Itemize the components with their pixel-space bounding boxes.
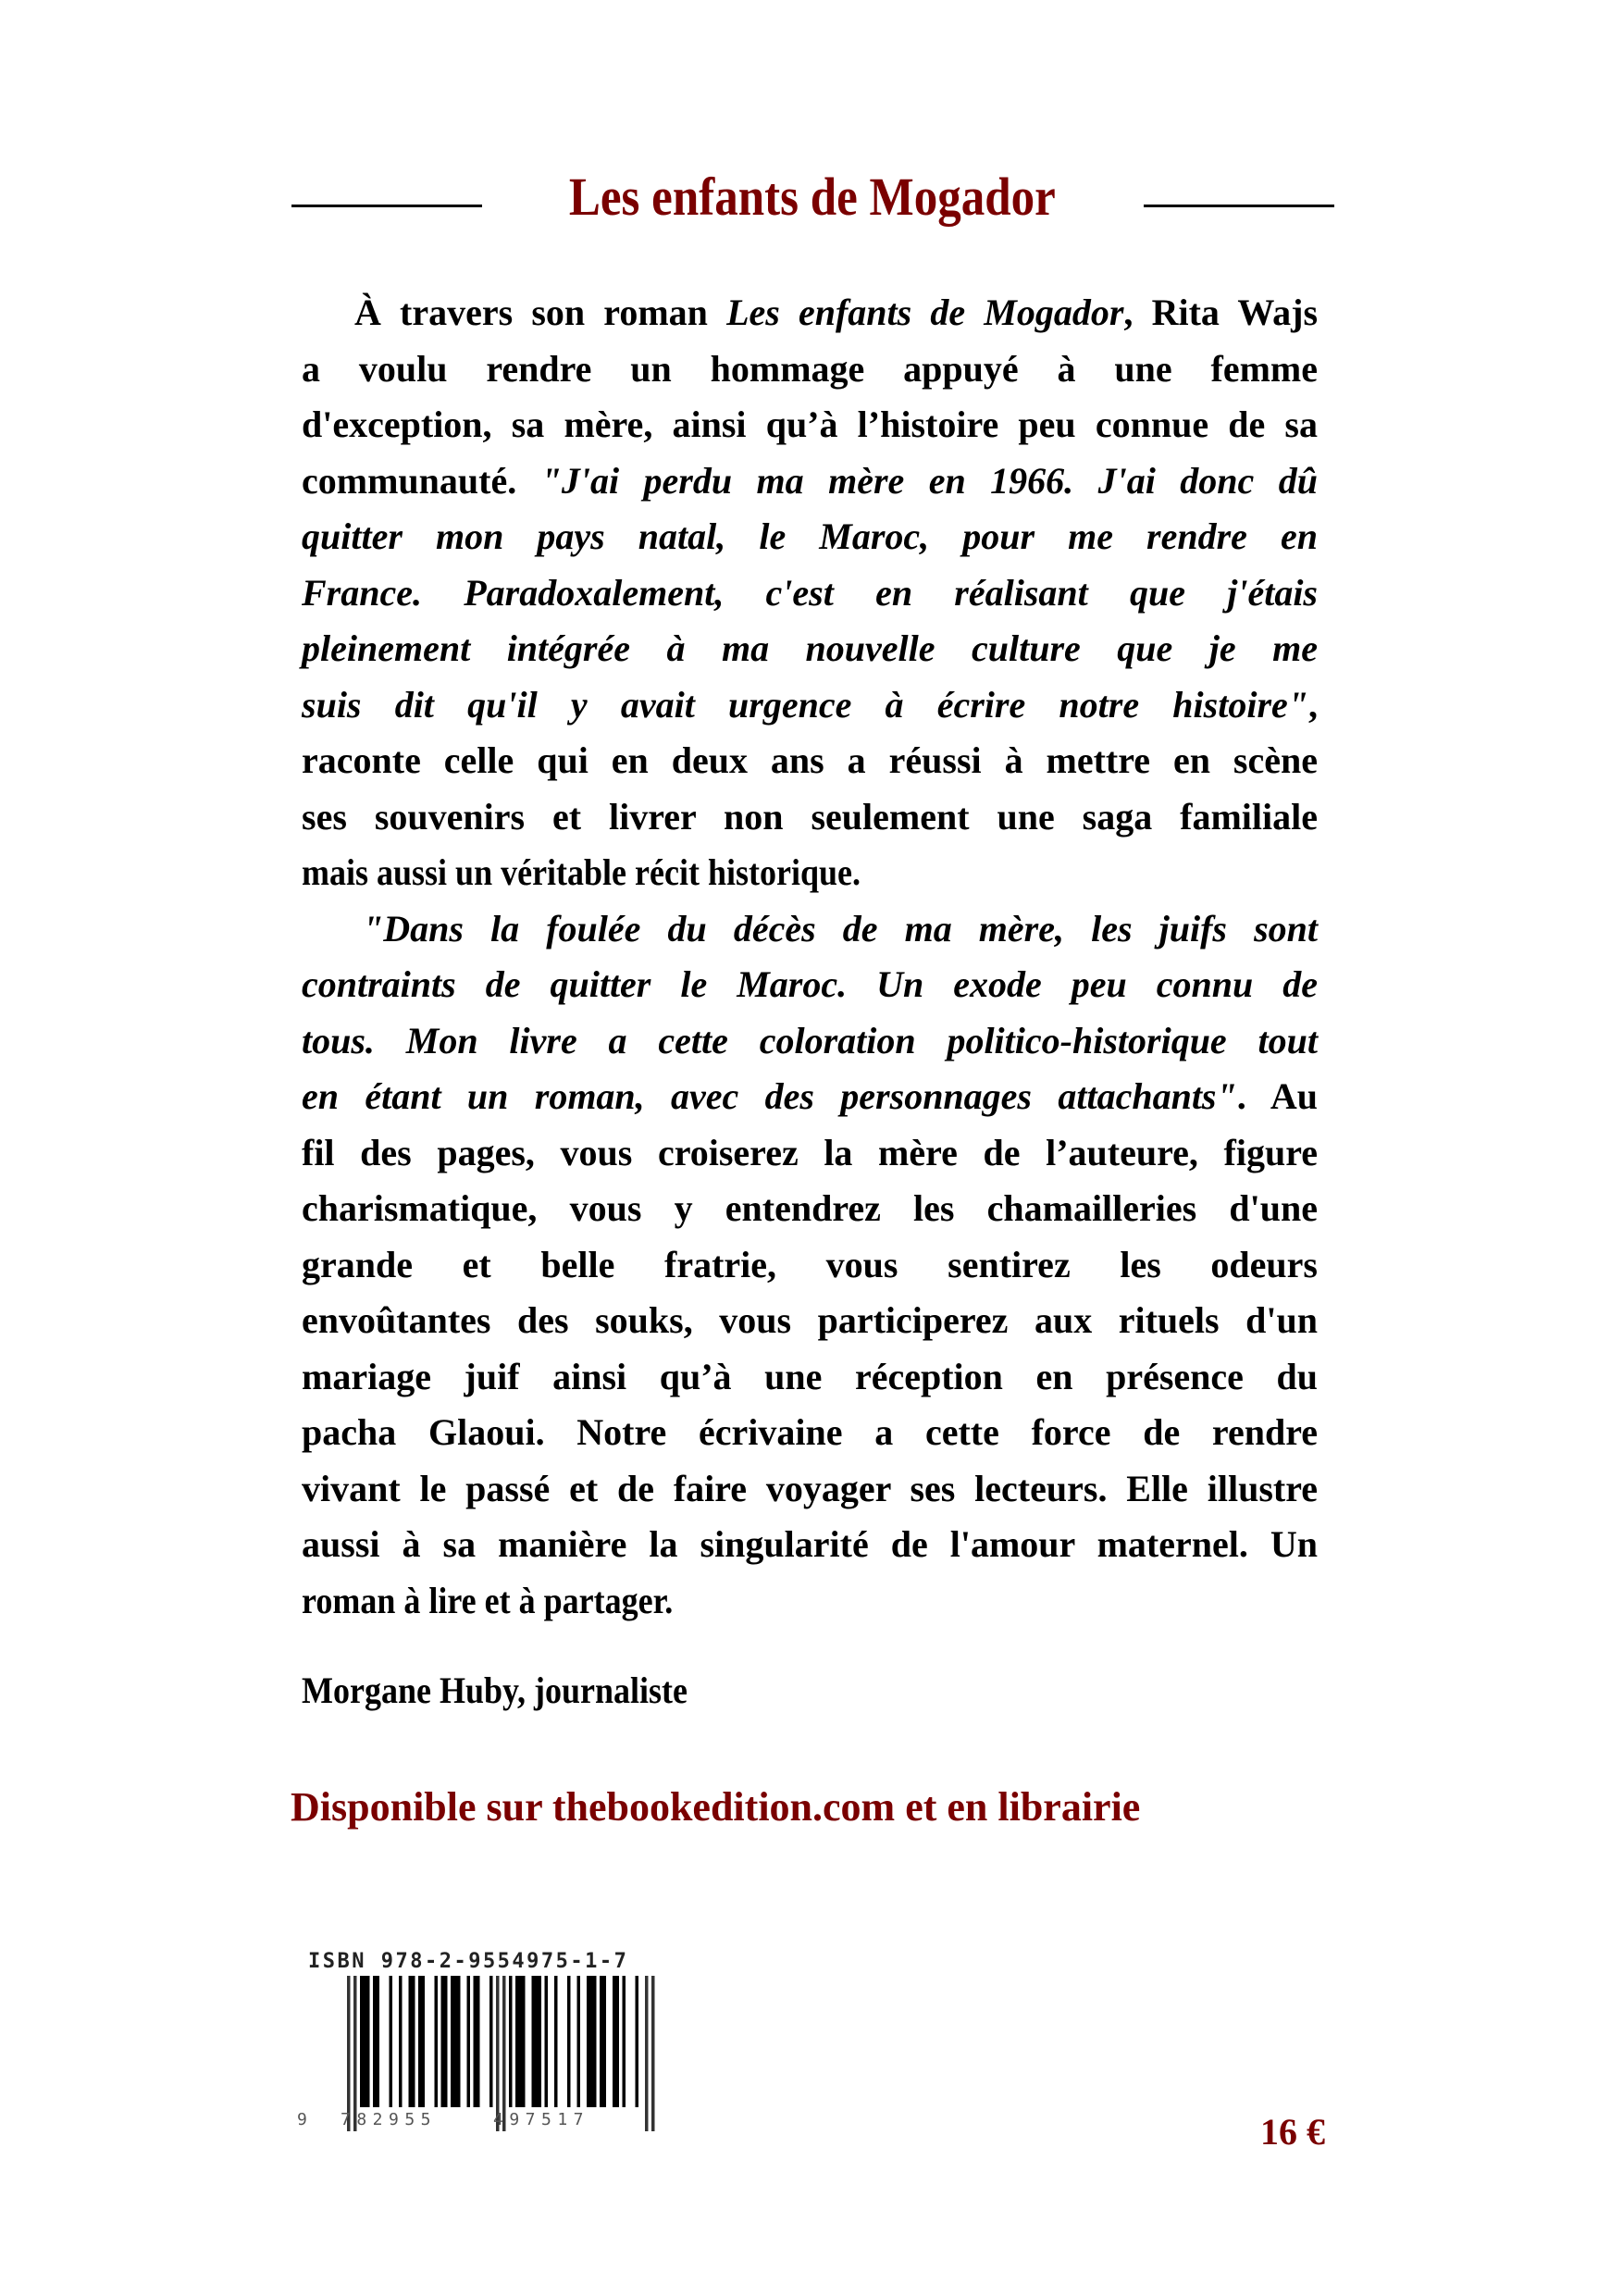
barcode-bar [422, 1976, 426, 2107]
blurb-line [302, 1293, 1318, 1349]
blurb-line [302, 789, 1318, 846]
blurb-line [302, 1125, 1318, 1182]
text-segment: mais aussi un véritable récit historique. [302, 851, 861, 893]
blurb-line-text [302, 397, 1318, 453]
text-segment: roman à lire et à partager. [302, 1579, 674, 1621]
barcode-bar [587, 1976, 590, 2107]
blurb-line [302, 1237, 1318, 1294]
blurb-line [302, 733, 1318, 789]
barcode-bar [623, 1976, 626, 2107]
barcode-bar [373, 1976, 377, 2107]
text-segment: aussi à sa manière la singularité de l'amour maternel. Un [302, 1523, 1318, 1565]
italic-quote-segment: pleinement intégrée à ma nouvelle culture que je me [302, 627, 1318, 669]
barcode-guard-bar [496, 1976, 500, 2131]
barcode-bar [636, 1976, 639, 2107]
blurb-line [302, 677, 1318, 734]
barcode-bar [613, 1976, 616, 2107]
blurb-line [302, 397, 1318, 453]
barcode-bar [600, 1976, 603, 2107]
italic-quote-segment: suis dit qu'il y avait urgence à écrire notre histoire" [302, 683, 1308, 726]
blurb-line [302, 1461, 1318, 1518]
italic-quote-segment: "Dans la foulée du décès de ma mère, les juifs sont [363, 907, 1318, 949]
signature-text: Morgane Huby, journaliste [302, 1669, 688, 1711]
blurb-line [302, 453, 1318, 510]
italic-quote-segment: France. Paradoxalement, c'est en réalisant que j'étais [302, 571, 1318, 614]
blurb-line-text [302, 1405, 1318, 1461]
isbn-barcode [294, 1943, 674, 2142]
ean-digit-first: 9 [297, 2110, 314, 2129]
blurb-line [302, 1573, 1318, 1630]
blurb-line-text [302, 1069, 1318, 1125]
blurb-line [302, 957, 1318, 1013]
barcode-bar [509, 1976, 513, 2107]
barcode-bar [412, 1976, 415, 2107]
barcode-guard-bar [347, 1976, 351, 2131]
barcode-guard-bar [353, 1976, 357, 2131]
text-segment: ses souvenirs et livrer non seulement une saga familiale [302, 795, 1318, 838]
blurb-body [302, 285, 1318, 1629]
barcode-bar [418, 1976, 422, 2107]
blurb-line [302, 1517, 1318, 1573]
barcode-bar [390, 1976, 393, 2107]
barcode-bar [577, 1976, 581, 2107]
blurb-line-text [302, 1125, 1318, 1182]
barcode-bar [364, 1976, 367, 2107]
italic-quote-segment: Les enfants de Mogador [726, 292, 1124, 333]
text-segment: raconte celle qui en deux ans a réussi à mettre en scène [302, 739, 1318, 781]
blurb-line-text [302, 1461, 1318, 1518]
title-rule-right [1144, 205, 1334, 207]
barcode-bar [545, 1976, 549, 2107]
text-segment: fil des pages, vous croiserez la mère de l’auteure, figure [302, 1131, 1318, 1173]
barcode-bar [539, 1976, 542, 2107]
italic-quote-segment: contraints de quitter le Maroc. Un exode peu connu de [302, 963, 1318, 1005]
isbn-label: ISBN 978-2-9554975-1-7 [308, 1950, 629, 1973]
blurb-line-text [302, 509, 1318, 565]
title-row [0, 165, 1623, 239]
availability-text: Disponible sur thebookedition.com et en librairie [291, 1784, 1141, 1830]
barcode-bar [435, 1976, 439, 2107]
blurb-line-text [363, 901, 1318, 958]
blurb-line-text [302, 1293, 1318, 1349]
blurb-line-text [302, 733, 1318, 789]
blurb-line-text [302, 1013, 1318, 1070]
blurb-line-text [302, 1237, 1318, 1294]
barcode-bar [360, 1976, 364, 2107]
barcode-bar [519, 1976, 523, 2107]
text-segment: , [1308, 683, 1318, 726]
barcode-guard-bar [645, 1976, 649, 2131]
text-segment: charismatique, vous y entendrez les chamailleries d'une [302, 1187, 1318, 1229]
barcode-bar [377, 1976, 380, 2107]
book-title-text: Les enfants de Mogador [569, 167, 1056, 227]
barcode-bar [489, 1976, 493, 2107]
text-segment: vivant le passé et de faire voyager ses lecteurs. Elle illustre [302, 1467, 1318, 1509]
barcode-bar [366, 1976, 370, 2107]
barcode-bar [554, 1976, 558, 2107]
blurb-line-text [302, 453, 1318, 510]
barcode-bar [409, 1976, 413, 2107]
barcode-bar [451, 1976, 454, 2107]
blurb-line-text [302, 957, 1318, 1013]
book-title [505, 165, 1120, 230]
signature [302, 1663, 730, 1719]
barcode-bar [457, 1976, 461, 2107]
barcode-bar [474, 1976, 477, 2107]
text-segment: mariage juif ainsi qu’à une réception en présence du [302, 1355, 1318, 1397]
blurb-line [302, 1349, 1318, 1406]
text-segment: grande et belle fratrie, vous sentirez les odeurs [302, 1243, 1318, 1285]
blurb-line [302, 1069, 1318, 1125]
ean-digits-left: 782955 [341, 2110, 438, 2129]
barcode-bar [593, 1976, 597, 2107]
ean-digits-right: 497517 [493, 2110, 590, 2129]
blurb-line-text [302, 341, 1318, 398]
blurb-line [302, 1405, 1318, 1461]
text-segment: d'exception, sa mère, ainsi qu’à l’histoire peu connue de sa [302, 403, 1318, 445]
text-segment: envoûtantes des souks, vous participerez aux rituels d'un [302, 1299, 1318, 1341]
blurb-line [302, 845, 1318, 901]
blurb-line [302, 341, 1318, 398]
barcode-bar [515, 1976, 519, 2107]
barcode-bar [477, 1976, 480, 2107]
text-segment: communauté. [302, 459, 541, 502]
italic-quote-segment: quitter mon pays natal, le Maroc, pour me rendre en [302, 515, 1318, 557]
blurb-line [302, 565, 1318, 622]
barcode-bar [532, 1976, 536, 2107]
blurb-line-text [302, 1181, 1318, 1237]
title-rule-left [291, 205, 482, 207]
barcode-bar [454, 1976, 458, 2107]
blurb-line-text [354, 285, 1318, 341]
barcode-bar [399, 1976, 403, 2107]
barcode-bar [535, 1976, 539, 2107]
blurb-line-text [302, 565, 1318, 622]
text-segment: a voulu rendre un hommage appuyé à une femme [302, 347, 1318, 390]
blurb-line-text [302, 1517, 1318, 1573]
italic-quote-segment: en étant un roman, avec des personnages attachants" [302, 1075, 1237, 1117]
blurb-line-text [302, 1349, 1318, 1406]
blurb-line [302, 1013, 1318, 1070]
price: 16 € [1260, 2111, 1325, 2153]
blurb-line [302, 285, 1318, 341]
barcode-bar [616, 1976, 620, 2107]
text-segment: pacha Glaoui. Notre écrivaine a cette force de rendre [302, 1411, 1318, 1453]
text-segment: À travers son roman [354, 292, 727, 333]
blurb-line-text [302, 1573, 673, 1630]
barcode-bar [444, 1976, 448, 2107]
barcode-bar [603, 1976, 607, 2107]
italic-quote-segment: tous. Mon livre a cette coloration politico-historique tout [302, 1019, 1318, 1061]
blurb-line [302, 901, 1318, 958]
blurb-line-text [302, 845, 861, 901]
availability-line [291, 1781, 1140, 1833]
blurb-line-text [302, 789, 1318, 846]
barcode-bar [590, 1976, 594, 2107]
barcode-guard-bar [502, 1976, 506, 2131]
blurb-line-text [302, 677, 1318, 734]
blurb-line [302, 1181, 1318, 1237]
italic-quote-segment: "J'ai perdu ma mère en 1966. J'ai donc dû [540, 459, 1318, 502]
barcode-bar [441, 1976, 445, 2107]
barcode-guard-bar [651, 1976, 655, 2131]
barcode-bar [567, 1976, 571, 2107]
text-segment: . Au [1236, 1075, 1318, 1117]
barcode-bar [522, 1976, 526, 2107]
blurb-line [302, 621, 1318, 677]
barcode-bar [467, 1976, 471, 2107]
blurb-line [302, 509, 1318, 565]
blurb-line-text [302, 621, 1318, 677]
text-segment: , Rita Wajs [1123, 292, 1319, 333]
